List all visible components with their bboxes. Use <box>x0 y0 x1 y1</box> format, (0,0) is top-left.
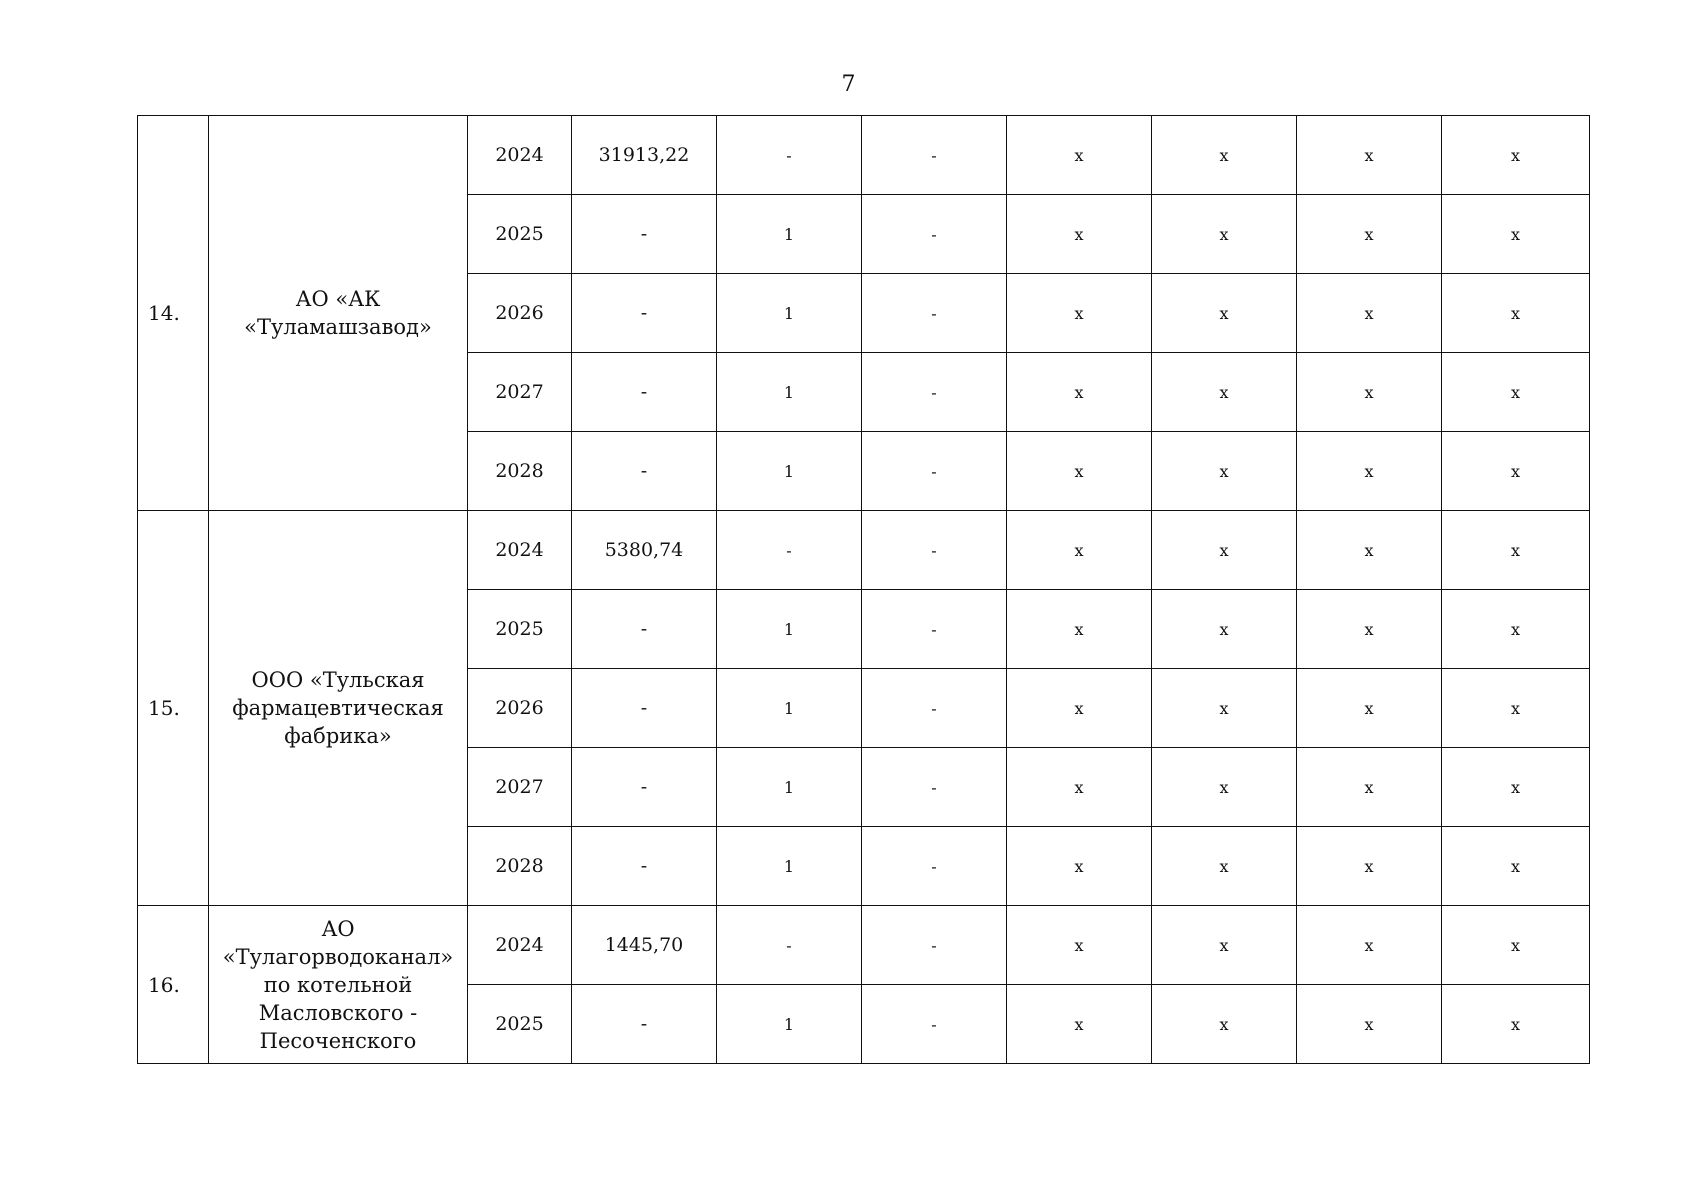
mark-cell: х <box>1152 432 1297 511</box>
year-cell: 2026 <box>468 274 572 353</box>
count-cell: 1 <box>717 274 862 353</box>
table-row <box>138 511 1590 590</box>
value-cell: - <box>862 116 1007 195</box>
count-cell: - <box>717 511 862 590</box>
value-cell: - <box>572 353 717 432</box>
mark-cell: х <box>1442 906 1590 985</box>
mark-cell: х <box>1007 748 1152 827</box>
value-cell: - <box>862 827 1007 906</box>
value-cell: - <box>862 511 1007 590</box>
mark-cell: х <box>1297 748 1442 827</box>
row-number-cell: 15. <box>138 511 209 906</box>
mark-cell: х <box>1007 590 1152 669</box>
mark-cell: х <box>1442 669 1590 748</box>
value-cell: - <box>572 195 717 274</box>
year-cell: 2027 <box>468 353 572 432</box>
mark-cell: х <box>1007 985 1152 1064</box>
mark-cell: х <box>1007 669 1152 748</box>
mark-cell: х <box>1442 985 1590 1064</box>
mark-cell: х <box>1152 274 1297 353</box>
table-row <box>138 116 1590 195</box>
mark-cell: х <box>1442 511 1590 590</box>
mark-cell: х <box>1297 432 1442 511</box>
value-cell: 1445,70 <box>572 906 717 985</box>
value-cell: - <box>572 669 717 748</box>
year-cell: 2028 <box>468 827 572 906</box>
mark-cell: х <box>1152 590 1297 669</box>
mark-cell: х <box>1297 985 1442 1064</box>
page-number: 7 <box>841 72 856 97</box>
mark-cell: х <box>1152 116 1297 195</box>
row-number-cell: 16. <box>138 906 209 1064</box>
mark-cell: х <box>1007 353 1152 432</box>
organization-cell: АО «Тулагорводоканал» по котельной Масловского - Песоченского <box>209 906 468 1064</box>
mark-cell: х <box>1297 353 1442 432</box>
value-cell: - <box>862 748 1007 827</box>
count-cell: 1 <box>717 195 862 274</box>
mark-cell: х <box>1152 827 1297 906</box>
count-cell: - <box>717 116 862 195</box>
mark-cell: х <box>1297 511 1442 590</box>
value-cell: - <box>862 985 1007 1064</box>
mark-cell: х <box>1007 116 1152 195</box>
mark-cell: х <box>1442 748 1590 827</box>
mark-cell: х <box>1442 116 1590 195</box>
mark-cell: х <box>1007 432 1152 511</box>
mark-cell: х <box>1442 590 1590 669</box>
mark-cell: х <box>1297 906 1442 985</box>
mark-cell: х <box>1007 274 1152 353</box>
mark-cell: х <box>1007 195 1152 274</box>
value-cell: - <box>572 590 717 669</box>
value-cell: - <box>862 669 1007 748</box>
organization-cell: ООО «Тульская фармацевтическая фабрика» <box>209 511 468 906</box>
mark-cell: х <box>1152 985 1297 1064</box>
count-cell: 1 <box>717 353 862 432</box>
mark-cell: х <box>1442 432 1590 511</box>
mark-cell: х <box>1007 906 1152 985</box>
value-cell: - <box>862 590 1007 669</box>
count-cell: 1 <box>717 827 862 906</box>
value-cell: - <box>572 985 717 1064</box>
count-cell: 1 <box>717 669 862 748</box>
mark-cell: х <box>1442 195 1590 274</box>
mark-cell: х <box>1297 274 1442 353</box>
count-cell: 1 <box>717 748 862 827</box>
mark-cell: х <box>1152 353 1297 432</box>
data-table <box>137 115 1590 1064</box>
count-cell: 1 <box>717 590 862 669</box>
value-cell: - <box>862 353 1007 432</box>
year-cell: 2025 <box>468 590 572 669</box>
row-number-cell: 14. <box>138 116 209 511</box>
year-cell: 2024 <box>468 116 572 195</box>
count-cell: 1 <box>717 985 862 1064</box>
mark-cell: х <box>1152 195 1297 274</box>
value-cell: - <box>572 827 717 906</box>
mark-cell: х <box>1152 906 1297 985</box>
value-cell: - <box>862 906 1007 985</box>
value-cell: 31913,22 <box>572 116 717 195</box>
mark-cell: х <box>1007 827 1152 906</box>
year-cell: 2025 <box>468 985 572 1064</box>
count-cell: - <box>717 906 862 985</box>
mark-cell: х <box>1297 669 1442 748</box>
value-cell: - <box>862 195 1007 274</box>
year-cell: 2025 <box>468 195 572 274</box>
mark-cell: х <box>1297 590 1442 669</box>
year-cell: 2026 <box>468 669 572 748</box>
mark-cell: х <box>1442 827 1590 906</box>
value-cell: - <box>862 432 1007 511</box>
mark-cell: х <box>1152 669 1297 748</box>
value-cell: 5380,74 <box>572 511 717 590</box>
mark-cell: х <box>1442 353 1590 432</box>
mark-cell: х <box>1152 511 1297 590</box>
value-cell: - <box>572 432 717 511</box>
value-cell: - <box>862 274 1007 353</box>
mark-cell: х <box>1152 748 1297 827</box>
year-cell: 2024 <box>468 906 572 985</box>
mark-cell: х <box>1297 116 1442 195</box>
year-cell: 2027 <box>468 748 572 827</box>
table-row <box>138 906 1590 985</box>
mark-cell: х <box>1297 195 1442 274</box>
count-cell: 1 <box>717 432 862 511</box>
organization-cell: АО «АК «Туламашзавод» <box>209 116 468 511</box>
year-cell: 2024 <box>468 511 572 590</box>
value-cell: - <box>572 274 717 353</box>
year-cell: 2028 <box>468 432 572 511</box>
mark-cell: х <box>1442 274 1590 353</box>
value-cell: - <box>572 748 717 827</box>
mark-cell: х <box>1297 827 1442 906</box>
mark-cell: х <box>1007 511 1152 590</box>
